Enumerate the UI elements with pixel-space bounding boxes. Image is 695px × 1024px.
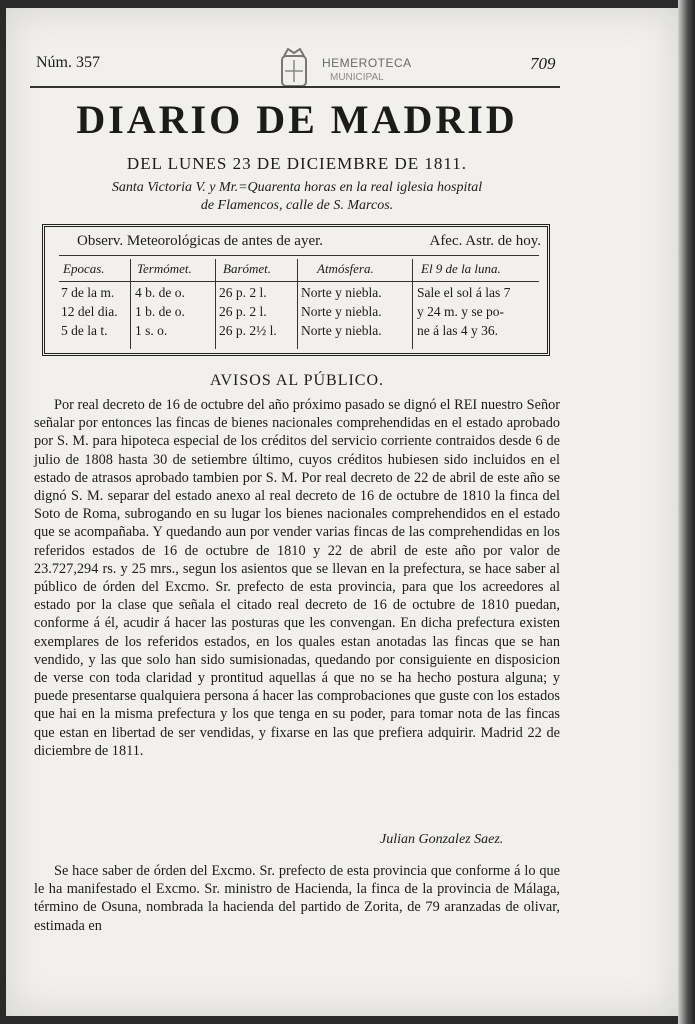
col-epocas: Epocas. bbox=[63, 261, 105, 276]
page-number: 709 bbox=[530, 54, 556, 73]
newspaper-title: DIARIO DE MADRID bbox=[76, 97, 518, 142]
page-edge bbox=[678, 0, 695, 1024]
row-atmosfera: Norte y niebla. bbox=[301, 304, 382, 319]
weather-heading-left: Observ. Meteorológicas de antes de ayer. bbox=[77, 233, 324, 249]
issue-number: Núm. 357 bbox=[36, 54, 100, 71]
row-atmosfera: Norte y niebla. bbox=[301, 285, 382, 300]
notice-signature: Julian Gonzalez Saez. bbox=[380, 832, 504, 847]
stamp-subtext: MUNICIPAL bbox=[330, 72, 384, 83]
row-epoca: 7 de la m. bbox=[61, 285, 115, 300]
col-luna: El 9 de la luna. bbox=[421, 261, 501, 276]
row-barometro: 26 p. 2 l. bbox=[219, 285, 267, 300]
saints-of-day bbox=[32, 179, 562, 215]
weather-rule-top bbox=[59, 255, 539, 256]
row-termometro: 1 s. o. bbox=[135, 323, 168, 338]
stamp-text: HEMEROTECA bbox=[322, 56, 412, 70]
weather-table bbox=[42, 224, 550, 356]
astro-line: y 24 m. y se po- bbox=[417, 304, 504, 319]
row-epoca: 12 del dia. bbox=[61, 304, 118, 319]
saints-line-1: Santa Victoria V. y Mr.=Quarenta horas en la real iglesia hospital bbox=[111, 180, 483, 195]
notice-body-2 bbox=[34, 862, 560, 935]
astro-line: Sale el sol á las 7 bbox=[417, 285, 511, 300]
masthead-top bbox=[30, 46, 560, 96]
row-atmosfera: Norte y niebla. bbox=[301, 323, 382, 338]
row-barometro: 26 p. 2½ l. bbox=[219, 323, 277, 338]
notice-body bbox=[34, 396, 560, 760]
row-termometro: 4 b. de o. bbox=[135, 285, 185, 300]
row-termometro: 1 b. de o. bbox=[135, 304, 185, 319]
row-epoca: 5 de la t. bbox=[61, 323, 108, 338]
weather-divider bbox=[215, 259, 216, 349]
weather-divider bbox=[412, 259, 413, 349]
weather-divider bbox=[130, 259, 131, 349]
saints-line-2: de Flamencos, calle de S. Marcos. bbox=[200, 198, 394, 213]
issue-date: DEL LUNES 23 DE DICIEMBRE DE 1811. bbox=[126, 154, 468, 173]
notice-paragraph-2: Se hace saber de órden del Excmo. Sr. prefecto de esta provincia que conforme á lo que le ha manifestado el Excmo. Sr. ministro de Hacienda, la finca de la provincia de Málaga, término de Osuna, nombrada la hacienda del partido de Zorita, de 79 aranzadas de olivar, estimada en bbox=[34, 863, 560, 934]
astro-line: ne á las 4 y 36. bbox=[417, 323, 498, 338]
notice-paragraph-1: Por real decreto de 16 de octubre del año próximo pasado se dignó el REI nuestro Señor señalar por entonces las fincas de bienes nacionales comprehendidas en el estado aprobado por S. M. para hipoteca especial de los créditos del servicio corriente contraidos desde 6 de julio de 1808 hasta 30 de setiembre último, cuyos créditos hubiesen sido incluidos en el estado de atrasos aprobado tambien por S. M. Por real decreto de 22 de abril de este año se dignó S. M. separar del estado anexo al real decreto de 16 de octubre de 1810 la finca del Soto de Roma, subrogando en su lugar los bienes nacionales comprehendidos en el estado que se acompañaba. Y quedando aun por vender varias fincas de las comprehendidas en los referidos estados de 16 de octubre de 1810 y 22 de abril de este año por valor de 23.727,294 rs. y 25 mrs., segun los asientos que se llevan en la prefectura, se hace saber al público de órden del Excmo. Sr. prefecto de esta provincia, para que los acreedores al estado por la clase que señala el citado real decreto de 16 de octubre de 1810 puedan, conforme á él, acudir á hacer las posturas que les convengan. En dicha prefectura existen exemplares de los referidos estados, en los quales estan anotadas las fincas que se han vendido, y las que solo han sido sumisionadas, quedando por consiguiente en disposicion de verse con toda claridad y prontitud aquellas á que no se ha hecho postura alguna; y puede presentarse qualquiera persona á hacer las comprobaciones que guste con los estados que hai en la misma prefectura y los que tenga en su poder, para tomar nota de las fincas que estan en libertad de ser vendidas, y fixarse en las que prefiera adquirir. Madrid 22 de diciembre de 1811. bbox=[34, 397, 560, 759]
col-barometro: Barómet. bbox=[223, 261, 272, 276]
weather-divider bbox=[297, 259, 298, 349]
weather-heading-right: Afec. Astr. de hoy. bbox=[429, 233, 541, 249]
section-title: AVISOS AL PÚBLICO. bbox=[209, 372, 385, 389]
weather-rule-header bbox=[59, 281, 539, 282]
row-barometro: 26 p. 2 l. bbox=[219, 304, 267, 319]
masthead-rule bbox=[30, 86, 560, 88]
col-termometro: Termómet. bbox=[137, 261, 192, 276]
col-atmosfera: Atmósfera. bbox=[317, 261, 374, 276]
